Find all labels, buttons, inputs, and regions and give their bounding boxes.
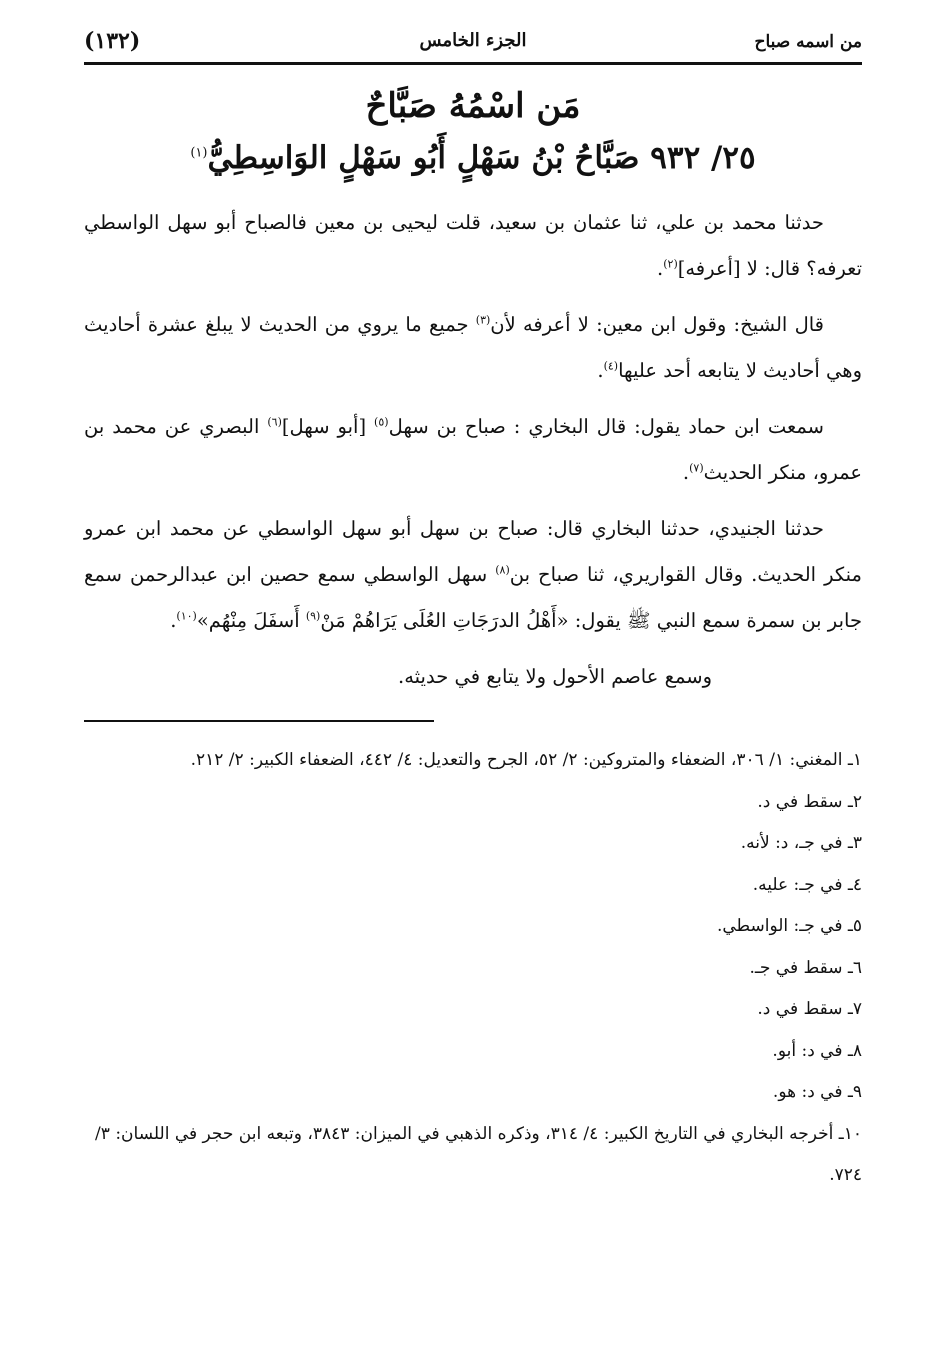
- paragraph-text: جميع ما يروي من الحديث لا يبلغ عشرة أحاديث وهي أحاديث لا يتابعه أحد عليها: [84, 313, 862, 382]
- footnote-item: ٤ـ في جـ: عليه.: [752, 874, 862, 895]
- footnote-ref: (١٠): [176, 609, 197, 623]
- footnote-divider: [84, 720, 434, 722]
- paragraph-text: حدثنا الجنيدي، حدثنا البخاري قال: صباح بن سهل أبو سهل الواسطي عن محمد ابن عمرو منكر الحديث. وقال القواريري، ثنا صباح بن: [84, 517, 862, 586]
- footnote-item: ١ـ المغني: ١/ ٣٠٦، الضعفاء والمتروكين: ٢/ ٥٢، الجرح والتعديل: ٤/ ٤٤٢، الضعفاء الكبير: ٢/ ٢١٢.: [190, 750, 862, 770]
- footnote-item: ٦ـ سقط في جـ.: [749, 957, 862, 978]
- paragraph: [84, 302, 862, 394]
- footnote-ref: (٩): [305, 609, 321, 623]
- entry-heading: [84, 140, 862, 176]
- paragraph-text: .: [597, 359, 604, 382]
- paragraph: [84, 200, 862, 292]
- page-number: (١٣٢): [84, 28, 141, 54]
- paragraph-text: سهل الواسطي سمع حصين ابن عبدالرحمن سمع جابر بن سمرة سمع النبي ﷺ يقول: «أَهْلُ الدرَجَاتِ العُلَى يَرَاهُمْ مَنْ: [84, 563, 862, 632]
- closing-line: وسمع عاصم الأحول ولا يتابع في حديثه.: [398, 665, 712, 688]
- chapter-label: من اسمه صباح: [754, 32, 862, 52]
- volume-label: الجزء الخامس: [419, 30, 527, 51]
- page-header: [84, 28, 862, 62]
- footnote-item: ١٠ـ أخرجه البخاري في التاريخ الكبير: ٤/ ٣١٤، وذكره الذهبي في الميزان: ٣٨٤٣، وتبعه ابن حجر في اللسان: ٣/ ٧٢٤.: [95, 1123, 862, 1185]
- footnote-item: ٣ـ في جـ، د: لأنه.: [740, 833, 862, 853]
- section-title: مَن اسْمُهُ صَبَّاحٌ: [365, 86, 581, 126]
- footnotes: [84, 740, 862, 1197]
- header-divider: [84, 62, 862, 65]
- footnote-item: ٥ـ في جـ: الواسطي.: [716, 916, 862, 936]
- paragraph-text: أَسفَلَ مِنْهُم»: [196, 609, 306, 632]
- footnote-ref: (٥): [374, 415, 389, 429]
- paragraph-text: حدثنا محمد بن علي، ثنا عثمان بن سعيد، قلت ليحيى بن معين فالصباح أبو سهل الواسطي تعرفه؟ قال: لا [أعرفه]: [84, 211, 862, 280]
- footnote-item: ٨ـ في د: أبو.: [772, 1040, 862, 1061]
- paragraph-text: البصري عن محمد بن عمرو، منكر الحديث: [84, 415, 862, 484]
- footnote-ref: (٧): [689, 461, 704, 475]
- entry-heading-text: ٢٥/ ٩٣٢ صَبَّاحُ بْنُ سَهْلٍ أَبُو سَهْلٍ الوَاسِطِيُّ: [207, 140, 756, 176]
- footnote-ref: (٦): [267, 415, 282, 429]
- paragraph-text: [أبو سهل]: [281, 415, 375, 438]
- footnote-item: ٩ـ في د: هو.: [772, 1082, 862, 1102]
- footnote-ref: (٨): [495, 563, 510, 577]
- entry-heading-note: (١): [190, 145, 208, 161]
- paragraph-text: .: [170, 609, 177, 632]
- paragraph-text: قال الشيخ: وقول ابن معين: لا أعرفه لأن: [490, 313, 824, 336]
- paragraph-text: .: [657, 257, 664, 280]
- paragraph-text: سمعت ابن حماد يقول: قال البخاري : صباح بن سهل: [388, 415, 824, 438]
- footnote-item: ٧ـ سقط في د.: [757, 999, 862, 1019]
- paragraph-text: .: [682, 461, 690, 484]
- paragraph: [84, 506, 862, 644]
- footnote-ref: (٣): [475, 313, 491, 327]
- footnote-item: ٢ـ سقط في د.: [757, 791, 862, 812]
- main-text: [84, 200, 862, 710]
- footnote-ref: (٢): [663, 257, 678, 271]
- footnote-ref: (٤): [603, 359, 619, 373]
- paragraph: [84, 404, 862, 496]
